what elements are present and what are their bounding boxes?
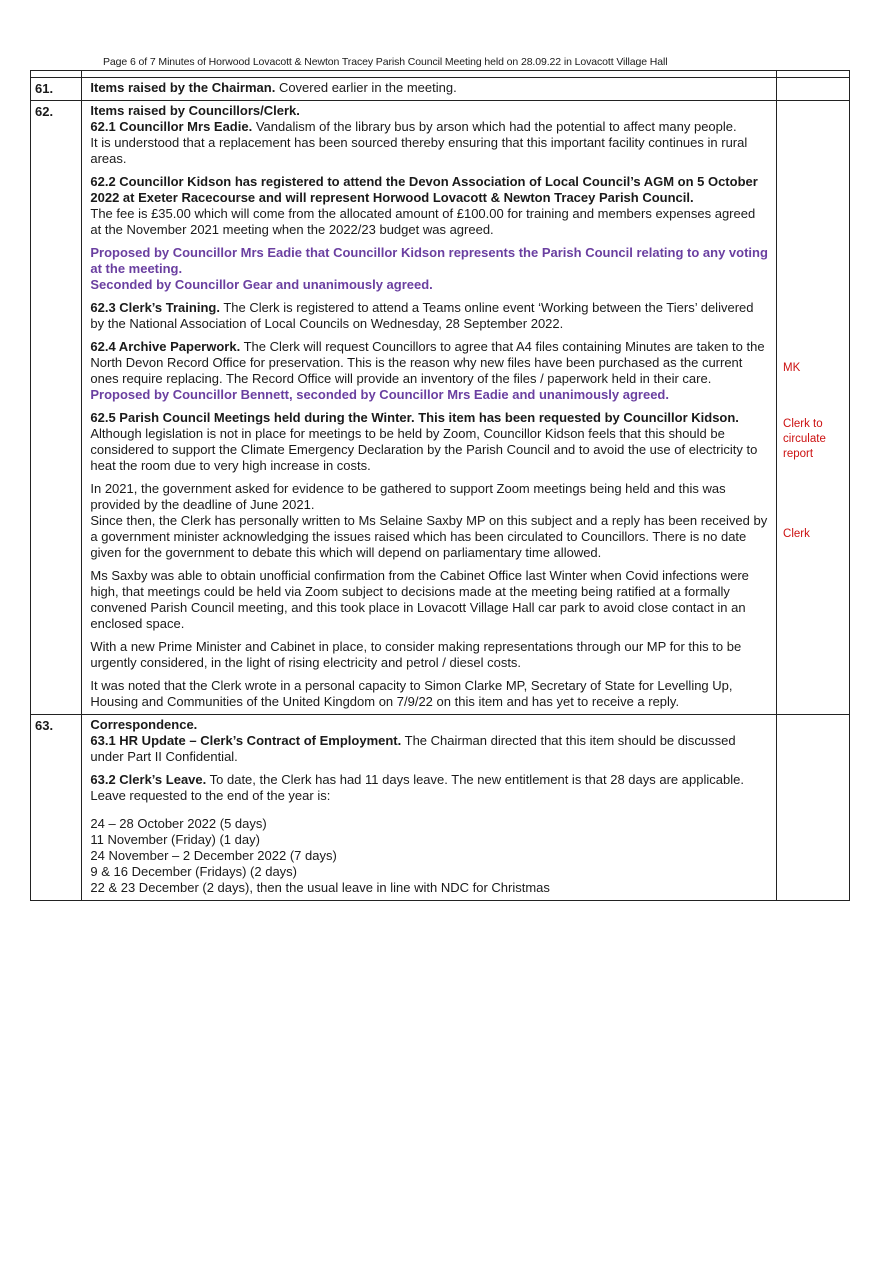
subitem-63-2 bbox=[90, 772, 768, 788]
subitem-62-1 bbox=[90, 119, 768, 135]
subitem-62-4 bbox=[90, 339, 768, 387]
action-clerk: Clerk bbox=[783, 528, 810, 540]
leave-entry: 11 November (Friday) (1 day) bbox=[90, 832, 260, 847]
action-clerk-circulate: Clerk to circulate report bbox=[783, 418, 826, 460]
subitem-text: It is understood that a replacement has been sourced thereby ensuring that this important facility continues in rural areas. bbox=[90, 135, 748, 166]
item-number: 61. bbox=[31, 78, 82, 101]
minute-row-62 bbox=[31, 101, 850, 715]
subitem-text: To date, the Clerk has had 11 days leave. The new entitlement is that 28 days are applicable. bbox=[206, 772, 744, 787]
item-text: Covered earlier in the meeting. bbox=[275, 80, 457, 95]
subitem-text: The Clerk is registered to attend a Teams online event ‘Working between the Tiers’ delivered by the National Association of Local Councils on Wednesday, 28 September 2022. bbox=[90, 300, 754, 331]
paragraph: Although legislation is not in place for meetings to be held by Zoom, Councillor Kidson feels that this should be considered to support the Climate Emergency Declaration by the Parish Council and to avoid the use of electricity to heat the room due to very high increase in costs. bbox=[90, 426, 758, 473]
page-header: Page 6 of 7 Minutes of Horwood Lovacott & Newton Tracey Parish Council Meeting held on 28.09.22 in Lovacott Village Hall bbox=[103, 56, 668, 68]
subitem-heading: 62.1 Councillor Mrs Eadie. bbox=[90, 119, 253, 134]
action-cell-61 bbox=[777, 78, 850, 101]
subitem-heading: 63.1 HR Update – Clerk’s Contract of Employment. bbox=[90, 733, 402, 748]
paragraph: In 2021, the government asked for evidence to be gathered to support Zoom meetings being held and this was provided by the deadline of June 2021. bbox=[90, 481, 726, 512]
paragraph: It was noted that the Clerk wrote in a personal capacity to Simon Clarke MP, Secretary of State for Levelling Up, Housing and Communities of the United Kingdom on 7/9/22 on this item and has yet to receive a reply. bbox=[90, 678, 733, 709]
action-cell-63 bbox=[777, 715, 850, 901]
seconded-text: Seconded by Councillor Gear and unanimously agreed. bbox=[90, 277, 433, 292]
item-body-63 bbox=[82, 715, 777, 901]
paragraph: Ms Saxby was able to obtain unofficial confirmation from the Cabinet Office last Winter when Covid infections were high, that meetings could be held via Zoom subject to decisions made at the meeting being ratified at a formally convened Parish Council meeting, and this took place in Lovacott Village Hall car park to avoid close contact in an enclosed space. bbox=[90, 568, 749, 631]
subitem-62-3 bbox=[90, 300, 768, 332]
paragraph: With a new Prime Minister and Cabinet in place, to consider making representations through our MP for this to be urgently considered, in the light of rising electricity and petrol / diesel costs. bbox=[90, 639, 742, 670]
paragraph: Since then, the Clerk has personally written to Ms Selaine Saxby MP on this subject and a reply has been received by a government minister acknowledging the issues raised which has been circulated to Councillors. There is no date given for the government to debate this which will depend on parliamentary time allowed. bbox=[90, 513, 768, 560]
item-number: 62. bbox=[31, 101, 82, 715]
item-body-61 bbox=[82, 78, 777, 101]
minutes-table bbox=[30, 70, 850, 901]
item-number: 63. bbox=[31, 715, 82, 901]
subitem-heading: 62.3 Clerk’s Training. bbox=[90, 300, 220, 315]
minute-row-61 bbox=[31, 78, 850, 101]
item-heading: Items raised by Councillors/Clerk. bbox=[90, 103, 300, 118]
proposal-text: Proposed by Councillor Bennett, seconded by Councillor Mrs Eadie and unanimously agreed. bbox=[90, 387, 669, 402]
subitem-text: The fee is £35.00 which will come from the allocated amount of £100.00 for training and members expenses agreed at the November 2021 meeting when the 2022/23 budget was agreed. bbox=[90, 206, 756, 237]
item-heading: Items raised by the Chairman. bbox=[90, 80, 276, 95]
table-top-spacer bbox=[31, 71, 850, 78]
subitem-62-5-heading: 62.5 Parish Council Meetings held during the Winter. This item has been requested by Councillor Kidson. bbox=[90, 410, 739, 425]
subitem-text: Vandalism of the library bus by arson which had the potential to affect many people. bbox=[252, 119, 737, 134]
subitem-text: The Clerk will request Councillors to agree that A4 files containing Minutes are taken to the North Devon Record Office for preservation. This is the reason why new files have been purchased as the current ones require replacing. The Record Office will provide an inventory of the files / paperwork held in their care. bbox=[90, 339, 765, 386]
leave-entry: 22 & 23 December (2 days), then the usual leave in line with NDC for Christmas bbox=[90, 880, 550, 895]
action-mk: MK bbox=[783, 362, 801, 374]
item-body-62 bbox=[82, 101, 777, 715]
subitem-63-1 bbox=[90, 733, 768, 765]
subitem-text: The Chairman directed that this item should be discussed under Part II Confidential. bbox=[90, 733, 736, 764]
leave-entry: 24 November – 2 December 2022 (7 days) bbox=[90, 848, 337, 863]
item-61-text bbox=[90, 80, 768, 96]
item-heading: Correspondence. bbox=[90, 717, 198, 732]
subitem-heading: 63.2 Clerk’s Leave. bbox=[90, 772, 207, 787]
proposal-text: Proposed by Councillor Mrs Eadie that Councillor Kidson represents the Parish Council relating to any voting at the meeting. bbox=[90, 245, 768, 276]
minute-row-63 bbox=[31, 715, 850, 901]
action-cell-62 bbox=[777, 101, 850, 715]
subitem-text: Leave requested to the end of the year is: bbox=[90, 788, 331, 803]
subitem-62-2-heading: 62.2 Councillor Kidson has registered to attend the Devon Association of Local Council’s AGM on 5 October 2022 at Exeter Racecourse and will represent Horwood Lovacott & Newton Tracey Parish Council. bbox=[90, 174, 758, 205]
leave-entry: 9 & 16 December (Fridays) (2 days) bbox=[90, 864, 297, 879]
leave-entry: 24 – 28 October 2022 (5 days) bbox=[90, 816, 267, 831]
subitem-heading: 62.4 Archive Paperwork. bbox=[90, 339, 241, 354]
